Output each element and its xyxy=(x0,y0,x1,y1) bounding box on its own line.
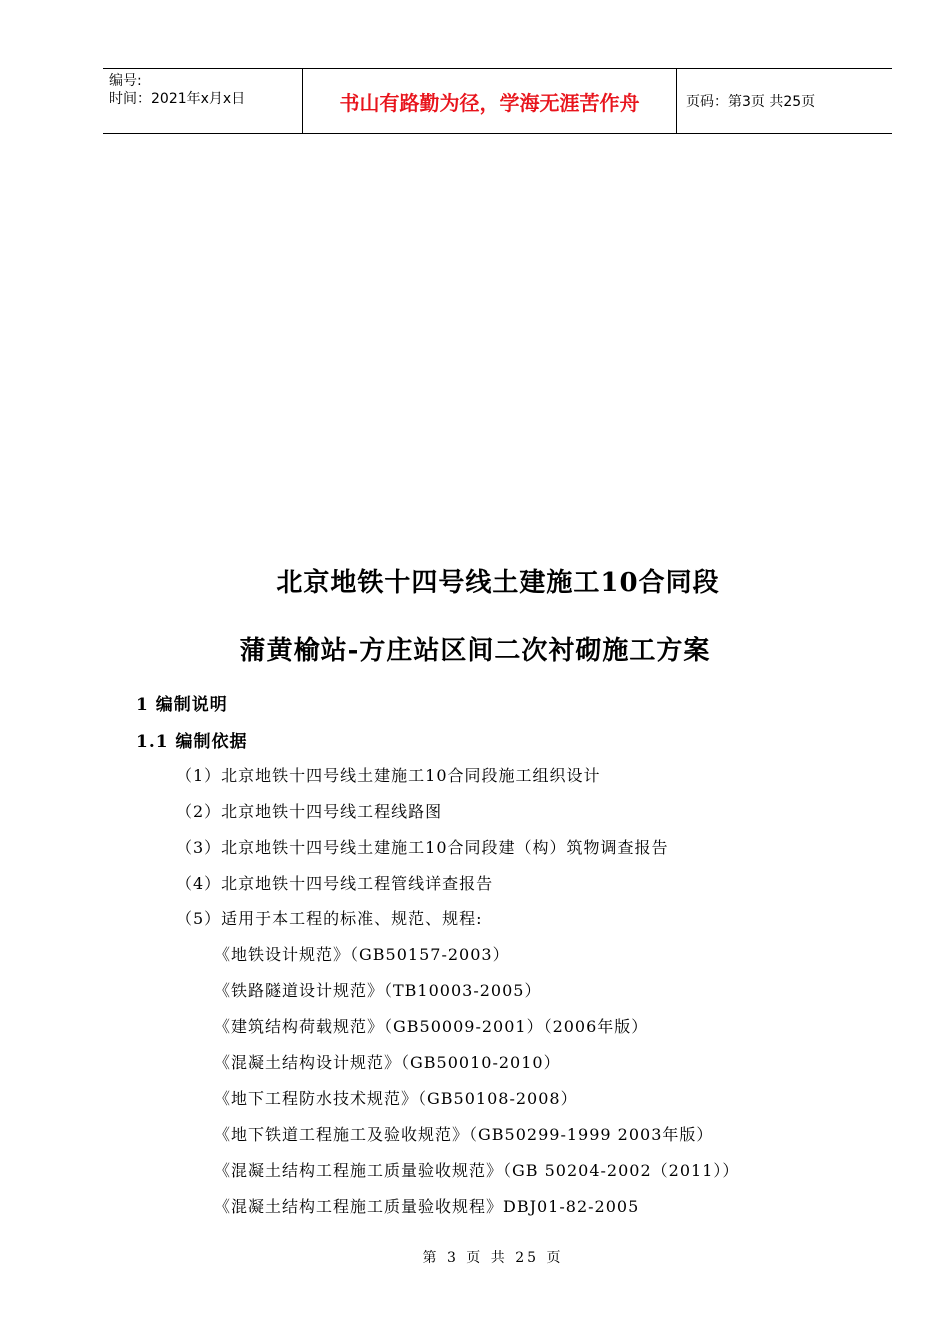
standard-item: 《铁路隧道设计规范》（TB10003-2005） xyxy=(214,981,542,1000)
standard-item: 《地下工程防水技术规范》（GB50108-2008） xyxy=(214,1089,578,1108)
standard-item: 《地下铁道工程施工及验收规范》（GB50299-1999 2003年版） xyxy=(214,1125,714,1144)
header-motto: 书山有路勤为径，学海无涯苦作舟 xyxy=(303,69,677,133)
standard-item: 《地铁设计规范》（GB50157-2003） xyxy=(214,945,510,964)
basis-item-5: （5）适用于本工程的标准、规范、规程: xyxy=(176,909,483,928)
header-page-info: 页码：第3页 共25页 xyxy=(686,94,816,110)
basis-item-3: （3）北京地铁十四号线土建施工10合同段建（构）筑物调查报告 xyxy=(176,838,669,857)
standard-item: 《混凝土结构工程施工质量验收规范》（GB 50204-2002（2011）） xyxy=(214,1161,740,1180)
standard-item: 《建筑结构荷载规范》（GB50009-2001）（2006年版） xyxy=(214,1017,649,1036)
standard-item: 《混凝土结构工程施工质量验收规程》DBJ01-82-2005 xyxy=(214,1197,640,1216)
basis-item-1: （1）北京地铁十四号线土建施工10合同段施工组织设计 xyxy=(176,766,601,785)
basis-item-4: （4）北京地铁十四号线工程管线详查报告 xyxy=(176,874,494,893)
basis-item-2: （2）北京地铁十四号线工程线路图 xyxy=(176,802,443,821)
header-meta-cell xyxy=(103,69,303,133)
page-footer-number: 第 3 页 共 25 页 xyxy=(422,1250,564,1266)
page-header xyxy=(103,68,892,134)
document-title-line2: 蒲黄榆站-方庄站区间二次衬砌施工方案 xyxy=(239,636,711,666)
header-number-label: 编号: xyxy=(109,73,142,89)
subsection-heading: 1.1 编制依据 xyxy=(136,732,248,752)
section-heading: 1 编制说明 xyxy=(136,695,228,715)
document-title-line1: 北京地铁十四号线土建施工10合同段 xyxy=(276,568,720,598)
header-time-line: 时间：2021年x月x日 xyxy=(109,91,246,107)
standard-item: 《混凝土结构设计规范》（GB50010-2010） xyxy=(214,1053,561,1072)
